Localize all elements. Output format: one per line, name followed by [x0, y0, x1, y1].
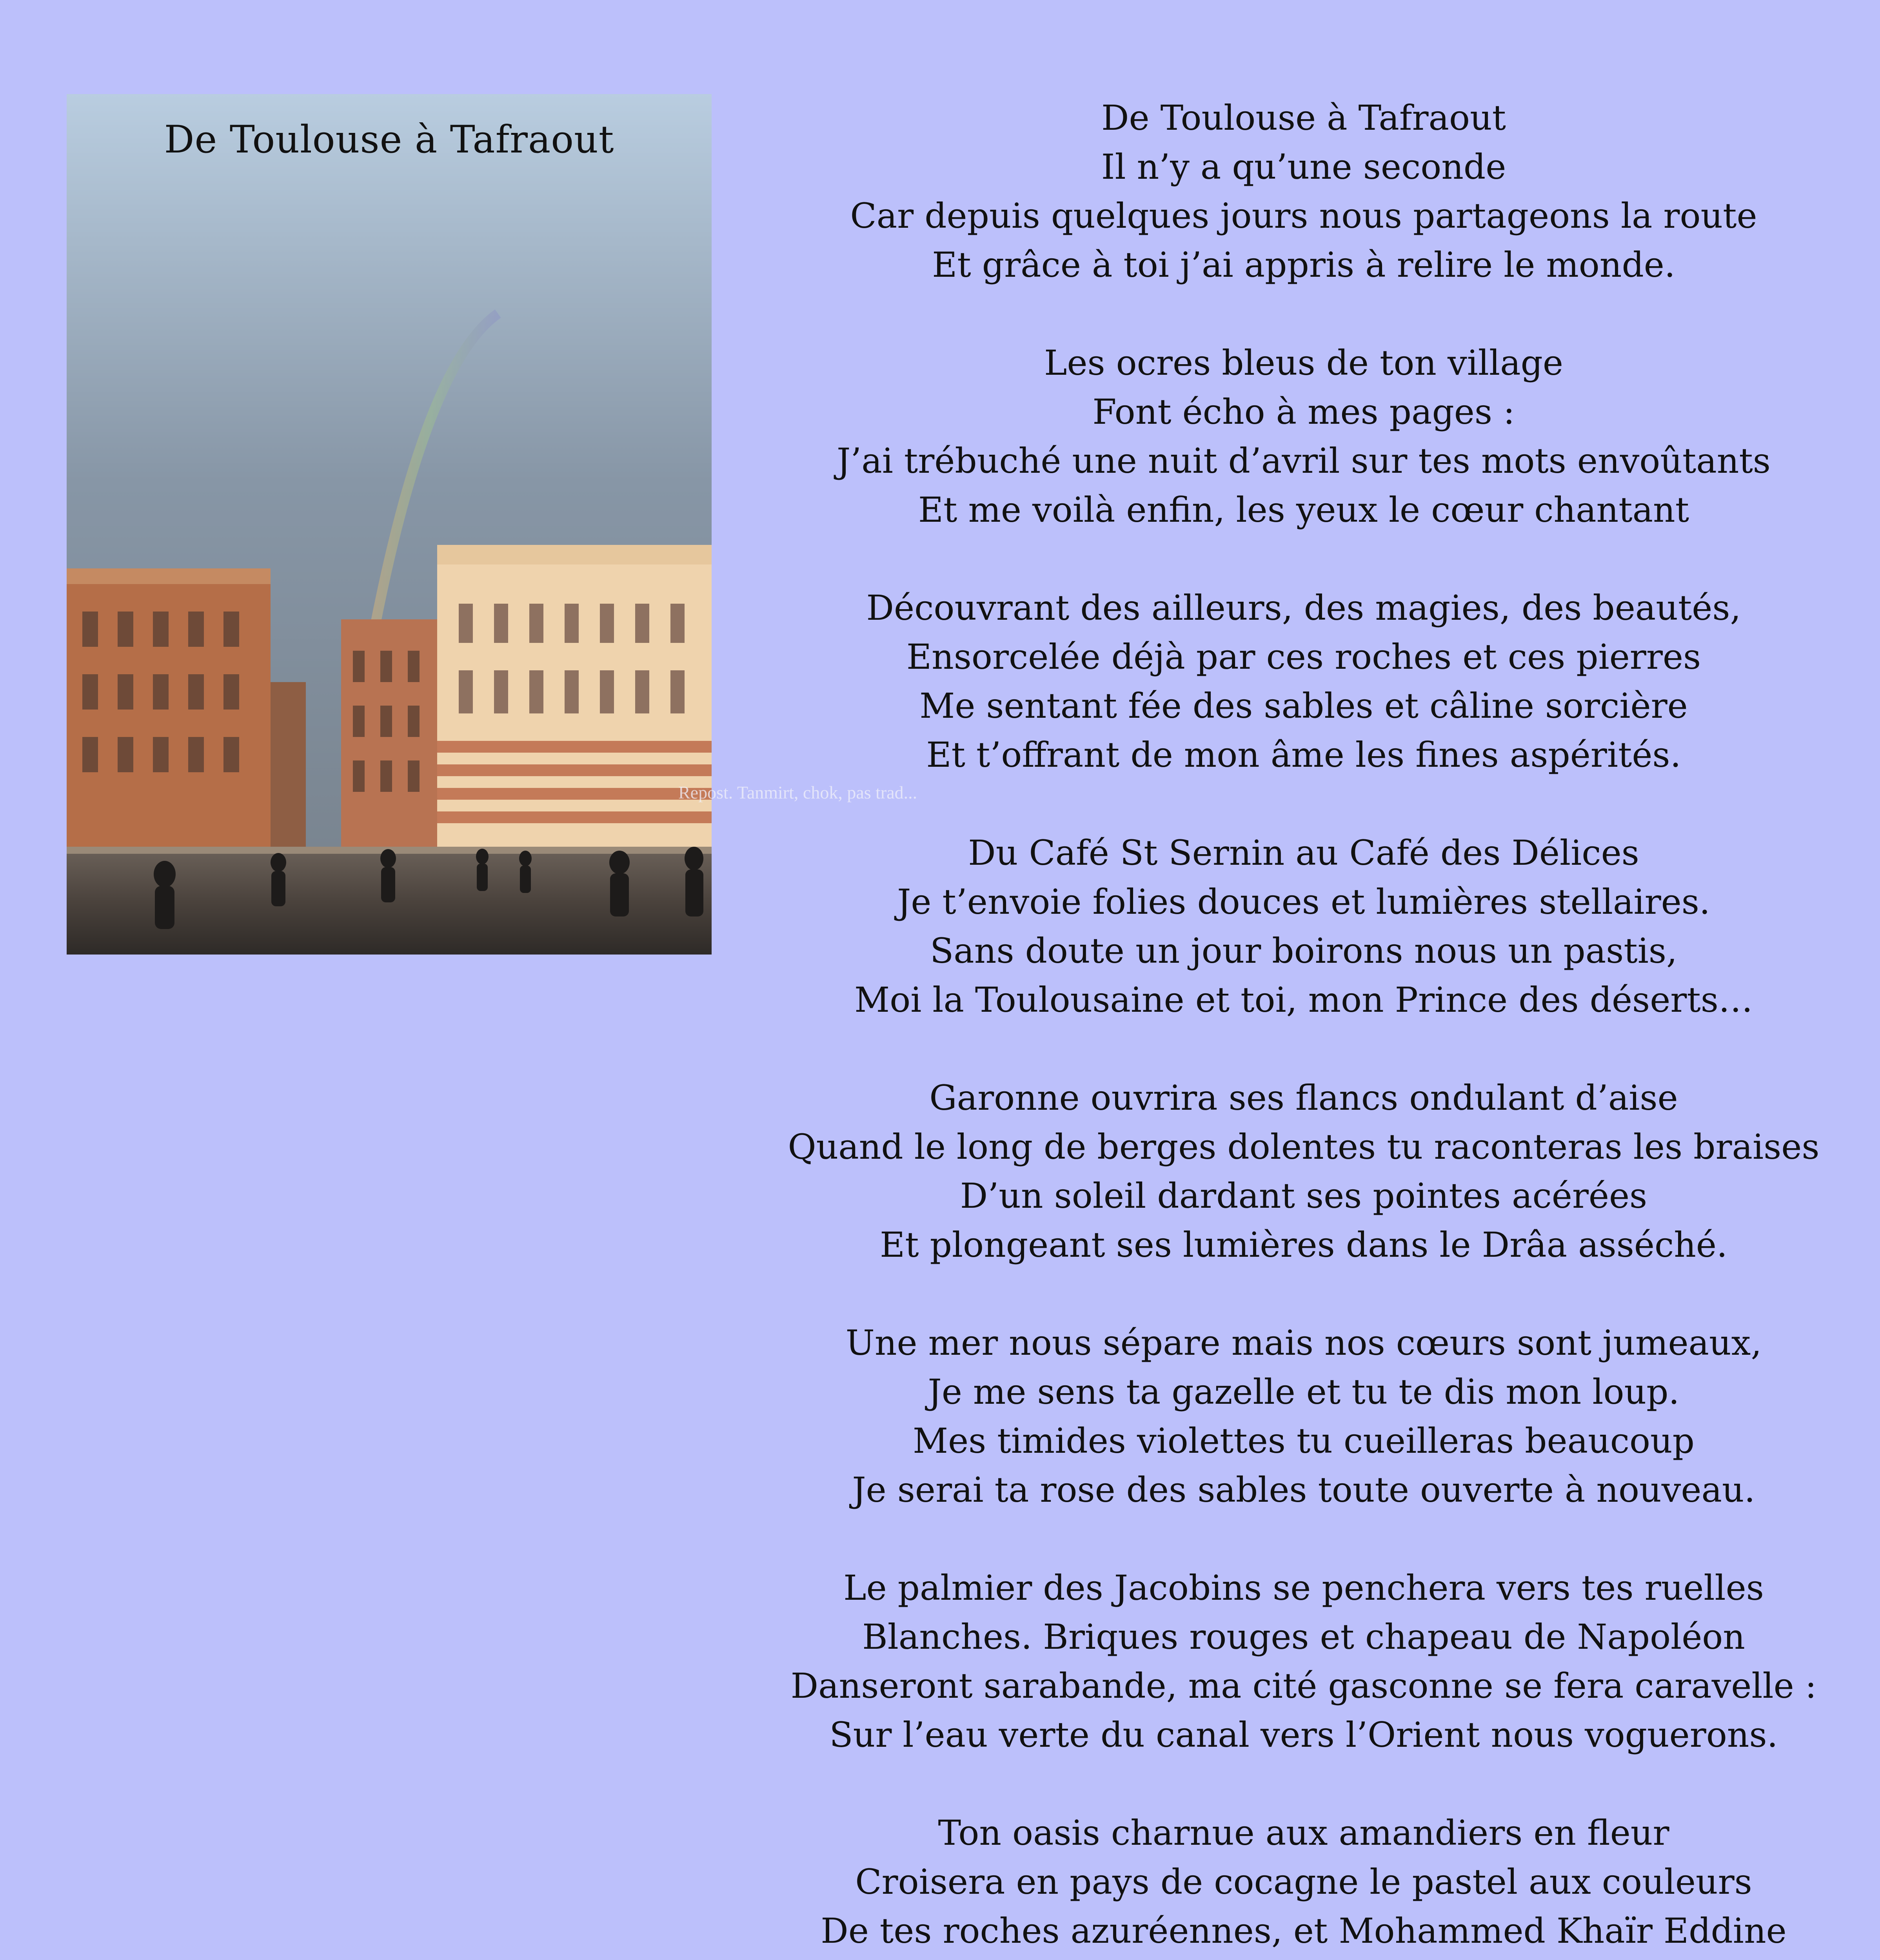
poem-line: Je serai ta rose des sables toute ouverte à nouveau.	[852, 1470, 1755, 1510]
poem-line: Me sentant fée des sables et câline sorcière	[919, 686, 1688, 726]
poem-line: Blanches. Briques rouges et chapeau de Napoléon	[862, 1617, 1745, 1657]
poem-stanza	[745, 828, 1862, 1024]
poem-line: Du Café St Sernin au Café des Délices	[968, 833, 1639, 873]
poem-line: D’un soleil dardant ses pointes acérées	[960, 1176, 1647, 1216]
poem-line: Car depuis quelques jours nous partageons la route	[850, 196, 1757, 236]
poem-line: Je t’envoie folies douces et lumières stellaires.	[897, 882, 1710, 922]
poem-stanza	[745, 1808, 1862, 1960]
poem-line: Mes timides violettes tu cueilleras beaucoup	[912, 1421, 1695, 1461]
poem-line: Ensorcelée déjà par ces roches et ces pierres	[906, 637, 1701, 677]
poem-line: Sur l’eau verte du canal vers l’Orient nous voguerons.	[829, 1715, 1778, 1755]
poem-stanza	[745, 93, 1862, 289]
poem-stanza	[745, 1073, 1862, 1269]
capitole-photo-illustration	[67, 94, 712, 955]
photo-title: De Toulouse à Tafraout	[164, 118, 614, 162]
poem-line: De tes roches azuréennes, et Mohammed Khaïr Eddine	[821, 1911, 1787, 1951]
poem-line: Font écho à mes pages :	[1092, 392, 1515, 432]
photo-watermark: Repost. Tanmirt, chok, pas trad...	[678, 782, 917, 802]
poem-line: Danseront sarabande, ma cité gasconne se fera caravelle :	[790, 1666, 1817, 1706]
poem-line: Il n’y a qu’une seconde	[1101, 147, 1506, 187]
poem-stanza	[745, 1563, 1862, 1759]
poem-line: Les ocres bleus de ton village	[1044, 343, 1563, 383]
poem-line: Et me voilà enfin, les yeux le cœur chantant	[918, 490, 1689, 530]
poem-line: Moi la Toulousaine et toi, mon Prince des déserts…	[854, 980, 1753, 1020]
poem-stanza	[745, 1318, 1862, 1514]
poem-line: Le palmier des Jacobins se penchera vers tes ruelles	[843, 1568, 1764, 1608]
poem-line: Et t’offrant de mon âme les fines aspérités.	[926, 735, 1681, 775]
poem-line: Ton oasis charnue aux amandiers en fleur	[938, 1813, 1669, 1853]
poem-line: De Toulouse à Tafraout	[1101, 98, 1506, 138]
poem-line: Sans doute un jour boirons nous un pastis,	[930, 931, 1677, 971]
poem-stanza	[745, 338, 1862, 534]
poem-line: Et plongeant ses lumières dans le Drâa asséché.	[880, 1225, 1727, 1265]
poem-stanza	[745, 583, 1862, 779]
poem-photo	[67, 94, 917, 955]
poem-line: Découvrant des ailleurs, des magies, des beautés,	[866, 588, 1741, 628]
poem-line: Croisera en pays de cocagne le pastel aux couleurs	[855, 1862, 1752, 1902]
poem-line: Garonne ouvrira ses flancs ondulant d’aise	[929, 1078, 1678, 1118]
poem-line: Une mer nous sépare mais nos cœurs sont jumeaux,	[845, 1323, 1762, 1363]
poem-line: Et grâce à toi j’ai appris à relire le monde.	[932, 245, 1675, 285]
poem-line: Quand le long de berges dolentes tu raconteras les braises	[788, 1127, 1820, 1167]
poem-line	[745, 1955, 1862, 1960]
poem-line: Je me sens ta gazelle et tu te dis mon loup.	[928, 1372, 1680, 1412]
poem-line: J’ai trébuché une nuit d’avril sur tes mots envoûtants	[837, 441, 1771, 481]
poem-text	[745, 93, 1862, 1960]
